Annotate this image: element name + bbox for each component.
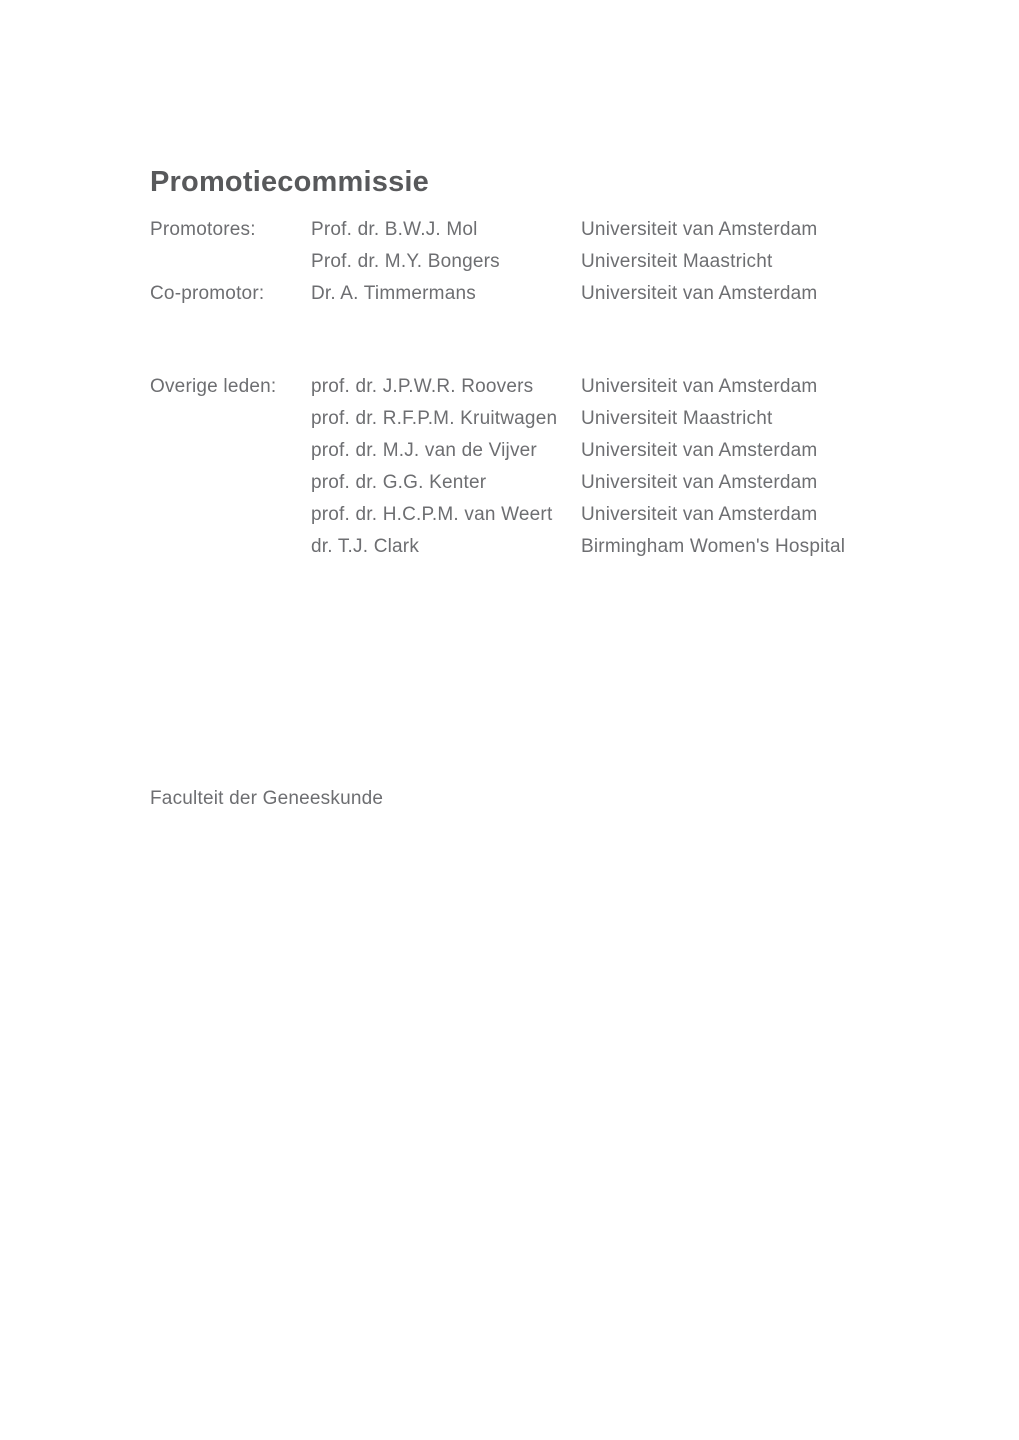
committee-row: [150, 467, 979, 499]
promotores-section: [150, 214, 979, 310]
committee-row: [150, 246, 979, 278]
member-affiliation: Universiteit van Amsterdam: [581, 219, 818, 240]
member-name: dr. T.J. Clark: [311, 536, 420, 557]
member-name: prof. dr. J.P.W.R. Roovers: [311, 376, 534, 397]
member-affiliation: Universiteit van Amsterdam: [581, 472, 818, 493]
committee-row: [150, 278, 979, 310]
member-name: Prof. dr. B.W.J. Mol: [311, 219, 478, 240]
member-name: Prof. dr. M.Y. Bongers: [311, 251, 500, 272]
member-affiliation: Universiteit van Amsterdam: [581, 440, 818, 461]
member-affiliation: Universiteit Maastricht: [581, 251, 773, 272]
member-name: prof. dr. H.C.P.M. van Weert: [311, 504, 553, 525]
committee-row: [150, 214, 979, 246]
member-name: Dr. A. Timmermans: [311, 283, 476, 304]
member-affiliation: Universiteit van Amsterdam: [581, 376, 818, 397]
committee-row: [150, 403, 979, 435]
member-name: prof. dr. G.G. Kenter: [311, 472, 487, 493]
committee-row: [150, 371, 979, 403]
member-name: prof. dr. R.F.P.M. Kruitwagen: [311, 408, 558, 429]
page-title: Promotiecommissie: [150, 166, 429, 199]
member-affiliation: Universiteit Maastricht: [581, 408, 773, 429]
role-label: Co-promotor:: [150, 283, 265, 304]
role-label: Promotores:: [150, 219, 256, 240]
member-name: prof. dr. M.J. van de Vijver: [311, 440, 537, 461]
faculty-line: Faculteit der Geneeskunde: [150, 788, 384, 809]
member-affiliation: Universiteit van Amsterdam: [581, 283, 818, 304]
overige-leden-section: [150, 371, 979, 563]
committee-row: [150, 531, 979, 563]
member-affiliation: Birmingham Women's Hospital: [581, 536, 846, 557]
committee-row: [150, 499, 979, 531]
committee-row: [150, 435, 979, 467]
role-label: Overige leden:: [150, 376, 277, 397]
member-affiliation: Universiteit van Amsterdam: [581, 504, 818, 525]
